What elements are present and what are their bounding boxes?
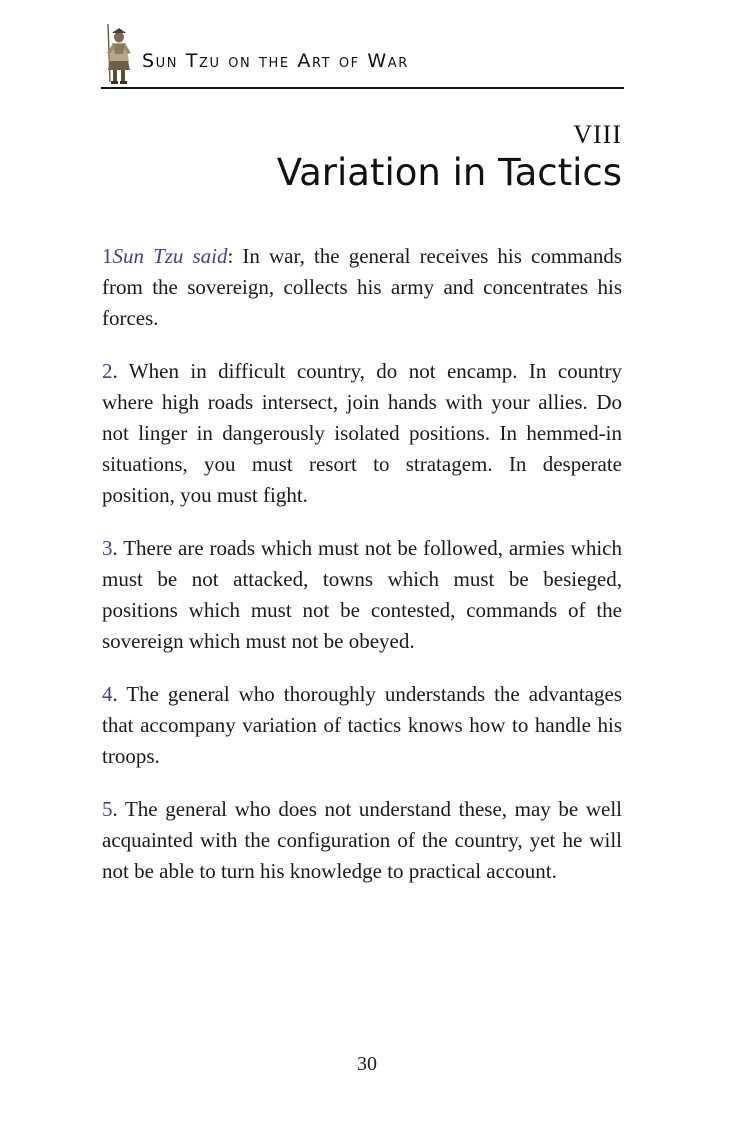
header-divider bbox=[101, 87, 624, 89]
paragraph bbox=[102, 356, 622, 511]
paragraph-text: . When in difficult country, do not encamp. In country where high roads intersect, join hands with your allies. Do not linger in dangerously isolated positions. In hemmed-in situations, you must resort to stratagem. In desperate position, you must fight. bbox=[102, 359, 622, 507]
paragraph-number: 4 bbox=[102, 682, 113, 706]
speaker-attribution: Sun Tzu said bbox=[112, 244, 228, 268]
paragraph-number: 1 bbox=[102, 244, 113, 268]
paragraph-text: . There are roads which must not be followed, armies which must be not attacked, towns which must be besieged, positions which must not be contested, commands of the sovereign which must not be obeyed. bbox=[102, 536, 622, 653]
paragraph-number: 2 bbox=[102, 359, 113, 383]
paragraph-number: 5 bbox=[102, 797, 113, 821]
paragraph-number: 3 bbox=[102, 536, 113, 560]
paragraph-text: . The general who does not understand these, may be well acquainted with the configuration of the country, yet he will not be able to turn his knowledge to practical account. bbox=[102, 797, 622, 883]
paragraph-text: : In war, the general receives his commands from the sovereign, collects his army and concentrates his forces. bbox=[102, 244, 622, 330]
running-title: Sun Tzu on the Art of War bbox=[142, 50, 409, 72]
paragraph bbox=[102, 794, 622, 887]
paragraph bbox=[102, 533, 622, 657]
paragraph bbox=[102, 679, 622, 772]
paragraph-text: . The general who thoroughly understands the advantages that accompany variation of tactics knows how to handle his troops. bbox=[102, 682, 622, 768]
chapter-number: VIII bbox=[573, 120, 622, 149]
running-header bbox=[101, 20, 624, 90]
page-number: 30 bbox=[357, 1053, 377, 1075]
chapter-body bbox=[102, 241, 622, 909]
chapter-title: Variation in Tactics bbox=[276, 151, 622, 194]
warrior-figure-icon bbox=[101, 20, 135, 86]
paragraph bbox=[102, 241, 622, 334]
